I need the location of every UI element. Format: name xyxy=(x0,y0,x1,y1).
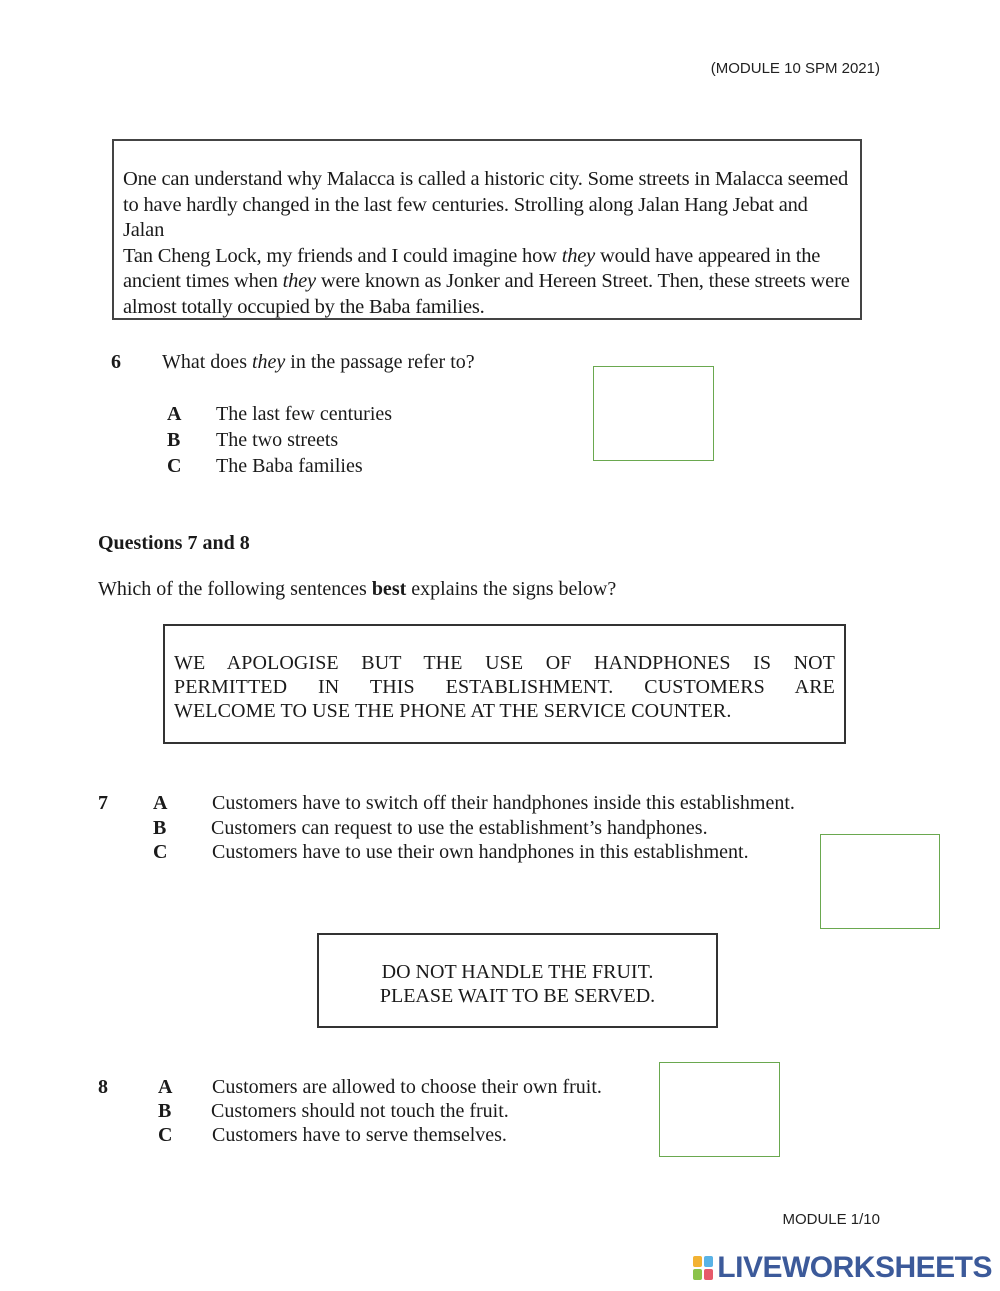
sign-handphones xyxy=(163,624,846,744)
liveworksheets-brand xyxy=(692,1250,992,1286)
q8-option-a-letter: A xyxy=(158,1076,173,1098)
passage-line-3: Tan Cheng Lock, my friends and I could imagine how they would have appeared in the xyxy=(123,244,821,267)
q7-option-b-letter: B xyxy=(153,817,167,839)
passage-box xyxy=(112,139,862,320)
sign-1-line-3: WELCOME TO USE THE PHONE AT THE SERVICE COUNTER. xyxy=(174,700,732,722)
sign-2-line-1: DO NOT HANDLE THE FRUIT. xyxy=(381,961,654,983)
module-code: (MODULE 10 SPM 2021) xyxy=(710,60,880,77)
q7-option-a-letter: A xyxy=(153,792,168,814)
q7-option-b-text: Customers can request to use the establishment’s handphones. xyxy=(211,817,708,839)
q7-option-c-text: Customers have to use their own handphones in this establishment. xyxy=(212,841,749,863)
q6-option-a-letter: A xyxy=(167,403,182,425)
page-code: MODULE 1/10 xyxy=(782,1211,880,1228)
sign-1-line-2: PERMITTED IN THIS ESTABLISHMENT. CUSTOMERS ARE xyxy=(174,676,835,698)
q8-option-b-text: Customers should not touch the fruit. xyxy=(211,1100,509,1122)
section-heading: Questions 7 and 8 xyxy=(98,532,250,554)
brand-name: LIVEWORKSHEETS xyxy=(717,1251,992,1284)
question-8-number: 8 xyxy=(98,1076,108,1098)
section-instruction: Which of the following sentences best explains the signs below? xyxy=(98,578,617,600)
passage-line-1: One can understand why Malacca is called a historic city. Some streets in Malacca seemed xyxy=(123,168,849,190)
question-6-number: 6 xyxy=(111,351,121,373)
sign-1-line-1: WE APOLOGISE BUT THE USE OF HANDPHONES IS NOT xyxy=(174,652,835,674)
q8-option-b-letter: B xyxy=(158,1100,172,1122)
q6-answer-box[interactable] xyxy=(593,366,714,461)
q6-option-b-text: The two streets xyxy=(216,429,339,451)
q7-option-a-text: Customers have to switch off their handphones inside this establishment. xyxy=(212,792,795,814)
q8-answer-box[interactable] xyxy=(659,1062,780,1157)
q8-option-a-text: Customers are allowed to choose their own fruit. xyxy=(212,1076,602,1098)
q8-option-c-letter: C xyxy=(158,1124,173,1146)
passage-line-5: almost totally occupied by the Baba families. xyxy=(123,295,485,318)
passage-line-4: ancient times when they were known as Jonker and Hereen Street. Then, these streets were xyxy=(123,270,850,292)
sign-2-line-2: PLEASE WAIT TO BE SERVED. xyxy=(379,985,656,1007)
q6-option-b-letter: B xyxy=(167,429,181,451)
q6-option-a-text: The last few centuries xyxy=(216,403,393,425)
q6-option-c-text: The Baba families xyxy=(216,455,363,477)
liveworksheets-logo-icon xyxy=(692,1255,714,1281)
q7-option-c-letter: C xyxy=(153,841,168,863)
q7-answer-box[interactable] xyxy=(820,834,940,929)
passage-line-2: to have hardly changed in the last few centuries. Strolling along Jalan Hang Jebat and Jalan xyxy=(123,193,808,241)
question-6-text: What does they in the passage refer to? xyxy=(162,351,475,373)
q6-option-c-letter: C xyxy=(167,455,182,477)
q8-option-c-text: Customers have to serve themselves. xyxy=(212,1124,507,1146)
question-7-number: 7 xyxy=(98,792,108,814)
sign-fruit xyxy=(317,933,718,1028)
